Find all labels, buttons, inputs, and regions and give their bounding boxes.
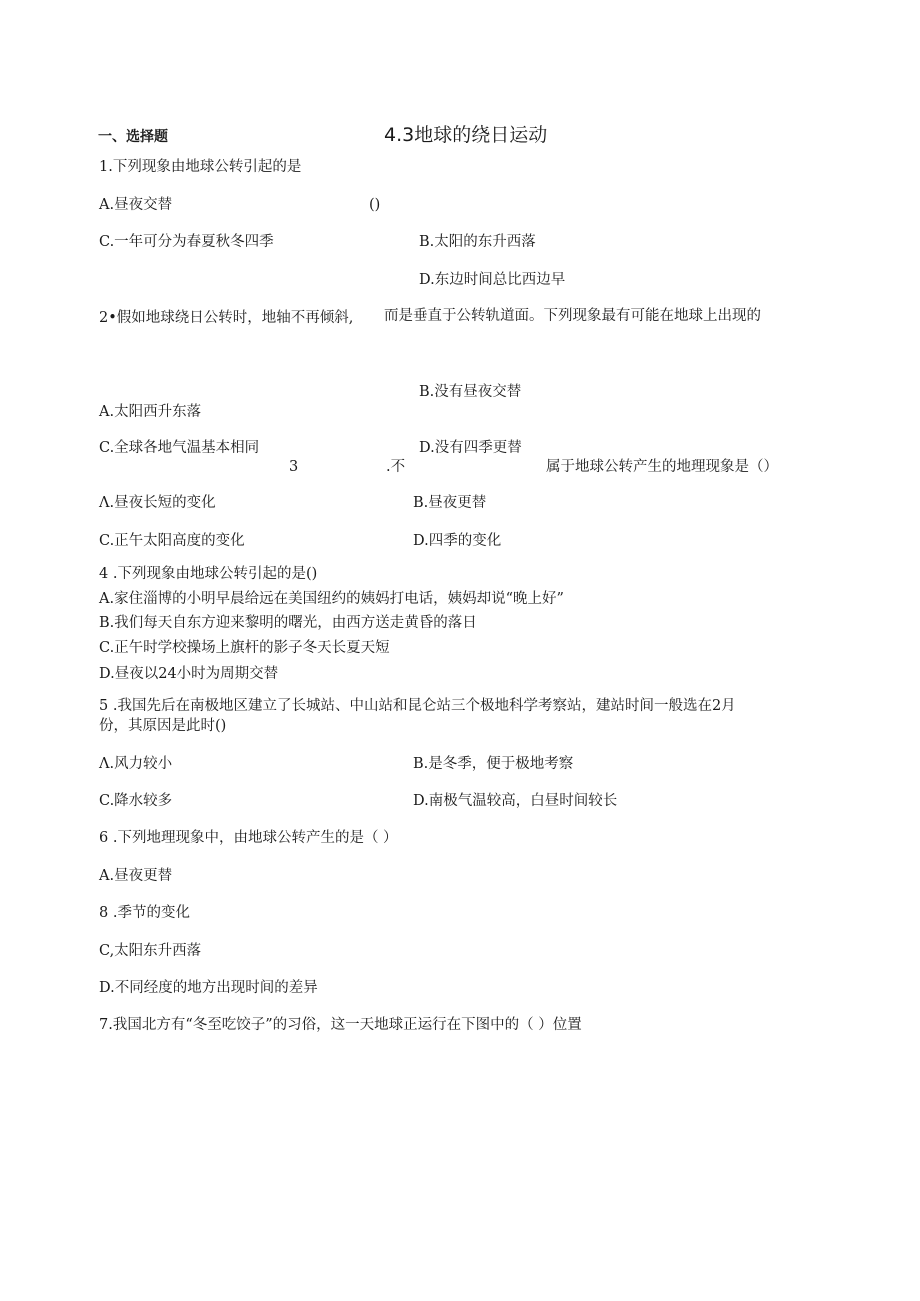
q3-option-d: D.四季的变化 [413,533,502,549]
q1-option-a: A.昼夜交替 [99,197,173,213]
q5-stem-line2: 份，其原因是此时() [99,718,227,734]
q5-option-d: D.南极气温较高，白昼时间较长 [413,793,618,809]
q6-option-b: 8 .季节的变化 [99,905,190,921]
section-heading: 一、选择题 [98,129,168,145]
q4-option-a: A.家住淄博的小明早晨给远在美国纽约的姨妈打电话，姨妈却说“晚上好” [99,591,564,607]
q1-option-d: D.东边时间总比西边早 [419,272,566,288]
q4-option-b: B.我们每天自东方迎来黎明的曙光，由西方送走黄昏的落日 [99,615,477,631]
page-title: 4.3地球的绕日运动 [384,124,548,146]
q3-option-c: C.正午太阳高度的变化 [99,533,245,549]
q2-option-c: C.全球各地气温基本相同 [99,440,260,456]
q2-stem-right: 而是垂直于公转轨道面。下列现象最有可能在地球上出现的 [384,308,761,324]
q1-stem: 1.下列现象由地球公转引起的是 [99,159,302,175]
q7-stem: 7.我国北方有“冬至吃饺子”的习俗，这一天地球正运行在下图中的（ ）位置 [99,1017,582,1033]
q3-stem-right: 属于地球公转产生的地理现象是（） [546,459,778,475]
q4-option-c: C.正午时学校操场上旗杆的影子冬天长夏天短 [99,640,390,656]
q2-option-d: D.没有四季更替 [419,440,522,456]
q3-option-b: B.昼夜更替 [413,495,487,511]
q5-option-c: C.降水较多 [99,793,173,809]
q1-option-b: B.太阳的东升西落 [419,234,536,250]
q3-stem-mid: .不 [386,459,406,475]
q4-option-d: D.昼夜以24小时为周期交替 [99,666,279,682]
q3-number: 3 [289,459,299,475]
q5-option-a: Λ.风力较小 [99,756,173,772]
q5-stem-line1: 5 .我国先后在南极地区建立了长城站、中山站和昆仑站三个极地科学考察站，建站时间一般选在2月 [99,698,736,714]
q6-option-d: D.不同经度的地方出现时间的差异 [99,980,318,996]
q5-option-b: B.是冬季，便于极地考察 [413,756,574,772]
q3-option-a: Λ.昼夜长短的变化 [99,495,216,511]
q1-option-c: C.一年可分为春夏秋冬四季 [99,234,274,250]
q2-option-b: B.没有昼夜交替 [419,384,522,400]
q4-stem: 4 .下列现象由地球公转引起的是() [99,566,318,582]
q6-option-c: C,太阳东升西落 [99,943,202,959]
q2-stem-left: 2•假如地球绕日公转时，地轴不再倾斜, [99,310,354,326]
q6-option-a: A.昼夜更替 [99,868,173,884]
q2-option-a: A.太阳西升东落 [99,404,202,420]
q6-stem: 6 .下列地理现象中，由地球公转产生的是（ ） [99,830,398,846]
q1-answer-paren: () [369,197,381,213]
